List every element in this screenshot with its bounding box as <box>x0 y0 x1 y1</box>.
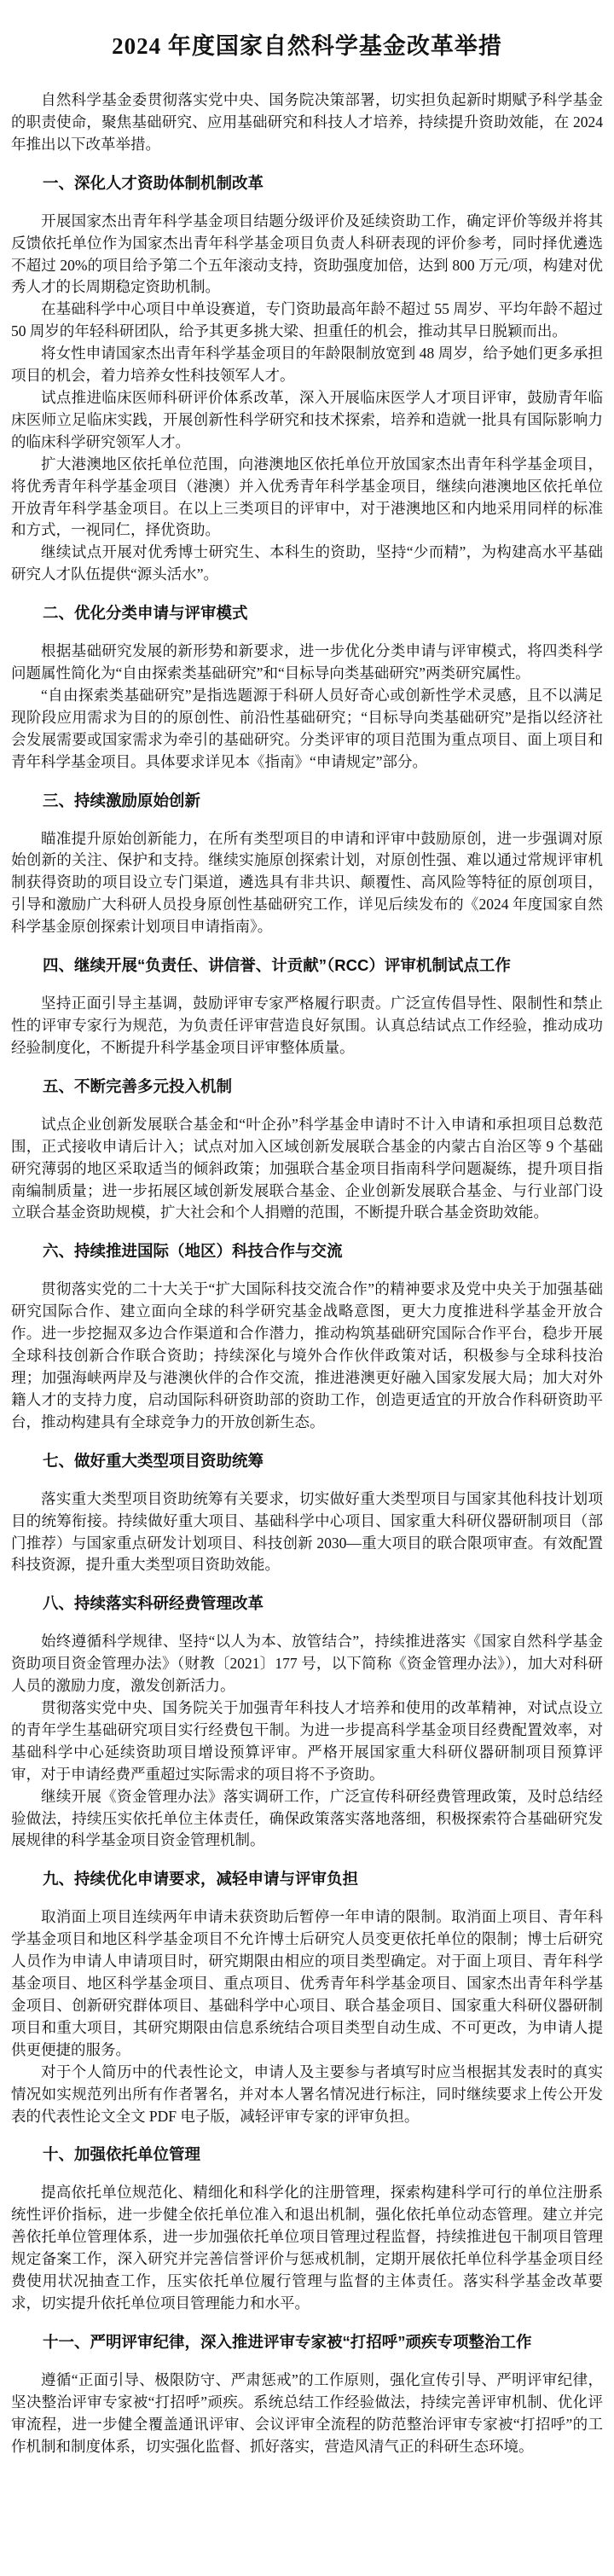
section-heading: 二、优化分类申请与评审模式 <box>43 604 248 623</box>
section-heading: 十、加强依托单位管理 <box>43 2145 201 2164</box>
section-heading: 一、深化人才资助体制机制改革 <box>43 173 264 192</box>
page-title: 2024 年度国家自然科学基金改革举措 <box>112 33 502 59</box>
section-heading: 六、持续推进国际（地区）科技合作与交流 <box>43 1242 343 1261</box>
body-paragraph: 瞄准提升原始创新能力，在所有类型项目的申请和评审中鼓励原创，进一步强调对原始创新的关注、保护和支持。继续实施原创探索计划，对原创性强、难以通过常规评审机制获得资助的项目设立专门渠道，遴选具有非共识、颠覆性、高风险等特征的原创项目，引导和激励广大科研人员投身原创性基础研究工作，详见后续发布的《2024 年度国家自然科学基金原创探索计划项目申请指南》。 <box>11 829 603 936</box>
body-paragraph: 扩大港澳地区依托单位范围，向港澳地区依托单位开放国家杰出青年科学基金项目，将优秀青年科学基金项目（港澳）并入优秀青年科学基金项目，继续向港澳地区依托单位开放青年科学基金项目。在以上三类项目的评审中，对于港澳地区和内地采用同样的标准和方式，一视同仁，择优资助。 <box>11 455 603 539</box>
body-paragraph: 贯彻落实党中央、国务院关于加强青年科技人才培养和使用的改革精神，对试点设立的青年学生基础研究项目实行经费包干制。为进一步提高科学基金项目经费配置效率，对基础科学中心延续资助项目增设预算评审。严格开展国家重大科研仪器研制项目预算评审，对于申请经费严重超过实际需求的项目将不予资助。 <box>11 1699 603 1783</box>
body-paragraph: 遵循“正面引导、极限防守、严肃惩戒”的工作原则，强化宣传引导、严明评审纪律，坚决整治评审专家被“打招呼”顽疾。系统总结工作经验做法，持续完善评审机制、优化评审流程，进一步健全覆盖通讯评审、会议评审全流程的防范整治评审专家被“打招呼”的工作机制和制度体系，切实强化监督、抓好落实，营造风清气正的科研生态环境。 <box>11 2370 603 2455</box>
section-heading: 三、持续激励原始创新 <box>43 791 201 809</box>
body-paragraph: 提高依托单位规范化、精细化和科学化的注册管理，探索构建科学可行的单位注册系统性评价指标，进一步健全依托单位准入和退出机制，强化依托单位动态管理。建立并完善依托单位管理体系，进一步加强依托单位项目管理过程监督，持续推进包干制项目管理规定备案工作，深入研究并完善信誉评价与惩戒机制，定期开展依托单位科学基金项目经费使用状况抽查工作，压实依托单位履行管理与监督的主体责任。落实科学基金改革要求，切实提升依托单位项目管理能力和水平。 <box>11 2184 603 2312</box>
intro-paragraph: 自然科学基金委贯彻落实党中央、国务院决策部署，切实担负起新时期赋予科学基金的职责使命，聚焦基础研究、应用基础研究和科技人才培养，持续提升资助效能，在 2024 年推出以下改革举措。 <box>11 91 603 153</box>
body-paragraph: 试点推进临床医师科研评价体系改革，深入开展临床医学人才项目评审，鼓励青年临床医师立足临床实践，开展创新性科学研究和技术探索，培养和造就一批具有国际影响力的临床科学研究领军人才。 <box>11 388 603 450</box>
body-paragraph: 落实重大类型项目资助统筹有关要求，切实做好重大类型项目与国家其他科技计划项目的统筹衔接。持续做好重大项目、基础科学中心项目、国家重大科研仪器研制项目（部门推荐）与国家重点研发计划项目、科技创新 2030—重大项目的联合限项审查。有效配置科技资源，提升重大类型项目资助效能。 <box>11 1489 603 1574</box>
body-paragraph: “自由探索类基础研究”是指选题源于科研人员好奇心或创新性学术灵感，且不以满足现阶段应用需求为目的的原创性、前沿性基础研究；“目标导向类基础研究”是指以经济社会发展需要或国家需求为牵引的基础研究。分类评审的项目范围为重点项目、面上项目和青年科学基金项目。具体要求详见本《指南》“申请规定”部分。 <box>11 686 603 770</box>
body-paragraph: 对于个人简历中的代表性论文，申请人及主要参与者填写时应当根据其发表时的真实情况如实规范列出所有作者署名，并对本人署名情况进行标注，同时继续要求上传公开发表的代表性论文全文 PDF 电子版，减轻评审专家的评审负担。 <box>11 2063 603 2125</box>
body-paragraph: 坚持正面引导主基调，鼓励评审专家严格履行职责。广泛宣传倡导性、限制性和禁止性的评审专家行为规范，为负责任评审营造良好氛围。认真总结试点工作经验，推动成功经验制度化，不断提升科学基金项目评审整体质量。 <box>11 995 603 1056</box>
section-heading: 九、持续优化申请要求，减轻申请与评审负担 <box>43 1870 359 1888</box>
section-heading: 八、持续落实科研经费管理改革 <box>43 1594 264 1613</box>
body-paragraph: 开展国家杰出青年科学基金项目结题分级评价及延续资助工作，确定评价等级并将其反馈依托单位作为国家杰出青年科学基金项目负责人科研表现的评价参考，同时择优遴选不超过 20%的项目给予第二个五年滚动支持，资助强度加倍，达到 800 万元/项，构建对优秀人才的长周期稳定资助机制。 <box>11 212 603 296</box>
section-heading: 十一、严明评审纪律，深入推进评审专家被“打招呼”顽疾专项整治工作 <box>43 2332 532 2351</box>
body-paragraph: 将女性申请国家杰出青年科学基金项目的年龄限制放宽到 48 周岁，给予她们更多承担项目的机会，着力培养女性科技领军人才。 <box>11 345 603 385</box>
section-heading: 四、继续开展“负责任、讲信誉、计贡献”（RCC）评审机制试点工作 <box>43 956 511 975</box>
body-paragraph: 贯彻落实党的二十大关于“扩大国际科技交流合作”的精神要求及党中央关于加强基础研究国际合作、建立面向全球的科学研究基金战略意图，更大力度推进科学基金开放合作。进一步挖掘双多边合作渠道和合作潜力，推动构筑基础研究国际合作平台，稳步开展全球科技创新合作联合资助；持续深化与境外合作伙伴政策对话，积极参与全球科技治理；加强海峡两岸及与港澳伙伴的合作交流，推进港澳更好融入国家发展大局；加大对外籍人才的支持力度，启动国际科研资助部的资助工作，创造更适宜的开放合作科研资助平台，推动构建具有全球竞争力的开放创新生态。 <box>11 1280 603 1430</box>
section-heading: 七、做好重大类型项目资助统筹 <box>43 1451 264 1470</box>
body-paragraph: 继续开展《资金管理办法》落实调研工作，广泛宣传科研经费管理政策，及时总结经验做法，持续压实依托单位主体责任，确保政策落实落地落细，积极探索符合基础研究发展规律的科学基金项目资金管理机制。 <box>11 1787 603 1849</box>
body-paragraph: 继续试点开展对优秀博士研究生、本科生的资助，坚持“少而精”，为构建高水平基础研究人才队伍提供“源头活水”。 <box>11 543 603 583</box>
body-paragraph: 取消面上项目连续两年申请未获资助后暂停一年申请的限制。取消面上项目、青年科学基金项目和地区科学基金项目不允许博士后研究人员变更依托单位的限制；博士后研究人员作为申请人申请项目时，研究期限由相应的项目类型确定。对于面上项目、青年科学基金项目、地区科学基金项目、重点项目、优秀青年科学基金项目、国家杰出青年科学基金项目、创新研究群体项目、基础科学中心项目、联合基金项目、国家重大科研仪器研制项目和重大项目，其研究期限由信息系统结合项目类型自动生成、不可更改，为申请人提供更便捷的服务。 <box>11 1908 603 2058</box>
body-paragraph: 根据基础研究发展的新形势和新要求，进一步优化分类申请与评审模式，将四类科学问题属性简化为“自由探索类基础研究”和“目标导向类基础研究”两类研究属性。 <box>11 642 603 682</box>
body-paragraph: 试点企业创新发展联合基金和“叶企孙”科学基金申请时不计入申请和承担项目总数范围，正式接收申请后计入；试点对加入区域创新发展联合基金的内蒙古自治区等 9 个基础研究薄弱的地区采取适当的倾斜政策；加强联合基金项目指南科学问题凝练，提升项目指南编制质量；进一步拓展区域创新发展联合基金、企业创新发展联合基金、与行业部门设立联合基金资助规模，扩大社会和个人捐赠的范围，不断提升联合基金资助效能。 <box>11 1115 603 1221</box>
section-heading: 五、不断完善多元投入机制 <box>43 1076 233 1095</box>
document-sections <box>11 172 603 2458</box>
body-paragraph: 在基础科学中心项目中单设赛道，专门资助最高年龄不超过 55 周岁、平均年龄不超过 50 周岁的年轻科研团队，给予其更多挑大梁、担重任的机会，推动其早日脱颖而出。 <box>11 300 603 340</box>
body-paragraph: 始终遵循科学规律、坚持“以人为本、放管结合”，持续推进落实《国家自然科学基金资助项目资金管理办法》（财教〔2021〕177 号，以下简称《资金管理办法》），加大对科研人员的激励力度，激发创新活力。 <box>11 1633 603 1695</box>
